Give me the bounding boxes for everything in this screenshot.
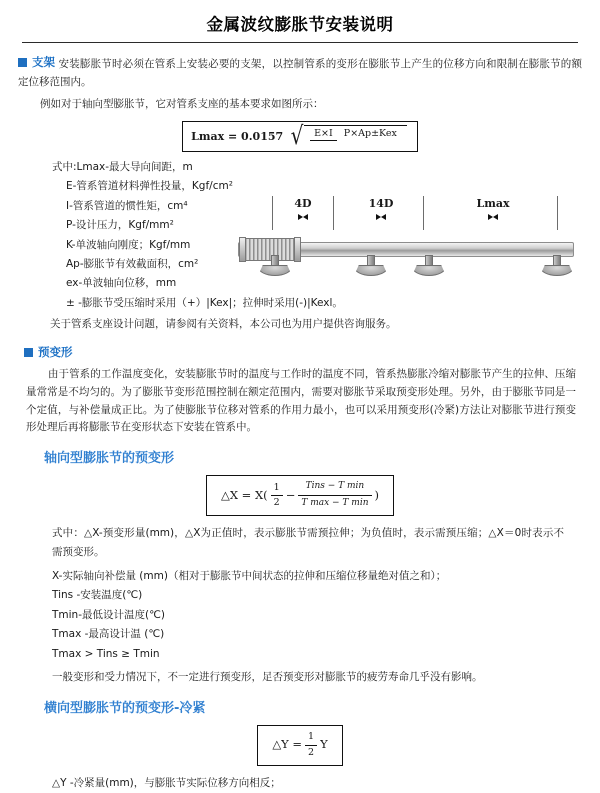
support-paragraph-2: 例如对于轴向型膨胀节，它对管系支座的基本要求如图所示： <box>40 97 324 110</box>
axial-equation-lhs: △X = X( <box>220 487 268 502</box>
subsection-heading-axial: 轴向型膨胀节的预变形 <box>44 451 175 467</box>
axial-equation-temperature-fraction <box>298 480 371 511</box>
figure-support-1-stem <box>271 255 279 266</box>
figure-support-2-stem <box>367 255 375 266</box>
section-heading-support <box>18 53 55 73</box>
figure-dimension-lmax <box>428 198 558 210</box>
section-heading-predeform-label: 预变形 <box>38 345 73 360</box>
figure-support-1-base <box>258 265 292 276</box>
figure-tick-left-4d <box>272 196 273 230</box>
figure-support-2 <box>354 255 388 277</box>
axial-note-2: 一般变形和受力情况下，不一定进行预变形，足否预变形对膨胀节的疲劳寿命几乎没有影响。 <box>52 671 483 684</box>
lateral-equation-half-fraction <box>305 730 317 760</box>
blue-square-bullet-icon <box>24 348 33 357</box>
figure-dimension-4d <box>272 198 334 210</box>
figure-dimension-lmax-label: Lmax <box>476 197 510 210</box>
lmax-formula <box>18 121 582 152</box>
lateral-equation-rhs: Y <box>320 737 328 752</box>
figure-support-3-stem <box>425 255 433 266</box>
lmax-formula-denominator: P×Ap±Kex <box>343 128 397 140</box>
axial-note-1: 式中：△X-预变形量(mm)，△X为正值时，表示膨胀节需预拉伸；为负值时，表示需预压缩；△X＝0时表示不需预变形。 <box>52 527 564 558</box>
figure-dimension-4d-label: 4D <box>294 197 312 210</box>
lateral-note-1: △Y -冷紧量(mm)，与膨胀节实际位移方向相反； <box>52 776 281 789</box>
lmax-formula-box <box>182 121 418 152</box>
lmax-formula-radical <box>289 121 407 151</box>
title-divider <box>22 42 578 43</box>
figure-dimension-14d <box>338 198 424 210</box>
page-title: 金属波纹膨胀节安装说明 <box>206 15 394 34</box>
figure-support-3 <box>412 255 446 277</box>
axial-symbol-list <box>52 567 582 664</box>
figure-tick-right-lmax <box>557 196 558 230</box>
support-section-first-paragraph <box>18 53 582 92</box>
list-item: K-单波轴向刚度；Kgf/mm <box>66 238 191 251</box>
section-heading-support-label: 支架 <box>32 54 55 69</box>
axial-equation-rhs: ) <box>374 487 380 502</box>
list-item: ± -膨胀节受压缩时采用（+）|Kex|；拉伸时采用(-)|Kexl。 <box>66 296 343 309</box>
blue-square-bullet-icon <box>18 58 27 67</box>
lateral-equation-lhs: △Y = <box>272 737 303 752</box>
square-root-icon: √ <box>290 121 304 151</box>
figure-support-3-base <box>412 265 446 276</box>
list-item: Ap-膨胀节有效截面积，cm² <box>66 257 199 270</box>
axial-equation-temp-denominator: T max − T min <box>301 498 369 509</box>
list-item: Tmax > Tins ≥ Tmin <box>52 647 160 660</box>
lateral-predeform-equation-box <box>257 725 342 765</box>
figure-tick-right-4d <box>333 196 334 230</box>
axial-expansion-joint-figure <box>234 198 578 308</box>
list-item: 式中:Lmax-最大导向间距，m <box>52 160 193 173</box>
document-page <box>0 12 600 789</box>
figure-dimension-row <box>234 198 578 222</box>
list-item: P-设计压力，Kgf/mm² <box>66 219 174 232</box>
list-item: E-管系管道材料弹性投量，Kgf/cm² <box>66 180 233 193</box>
figure-support-4-stem <box>553 255 561 266</box>
figure-support-2-base <box>354 265 388 276</box>
list-item: X-实际轴向补偿量 (mm)（相对于膨胀节中间状态的拉伸和压缩位移量绝对值之和）； <box>52 570 447 583</box>
list-item: I-管系管道的惯性矩，cm⁴ <box>66 199 188 212</box>
support-paragraph-1: 安装膨胀节时必须在管系上安装必要的支架，以控制管系的变形在膨胀节上产生的位移方向和限制在膨胀节的额定位移范围内。 <box>18 57 582 88</box>
lmax-formula-numerator: E×I <box>310 128 337 141</box>
lateral-equation-half-denominator: 2 <box>308 746 315 758</box>
axial-equation-half-denominator: 2 <box>273 497 280 509</box>
axial-predeform-equation-box <box>206 475 394 516</box>
lateral-predeform-equation <box>18 725 582 765</box>
axial-equation-half-fraction <box>271 481 283 511</box>
axial-equation-half-numerator: 1 <box>271 481 283 497</box>
list-item: ex-单波轴向位移，mm <box>66 277 177 290</box>
list-item: Tmin-最低设计温度(℃) <box>52 608 165 621</box>
subsection-heading-lateral: 横向型膨胀节的预变形-冷紧 <box>44 701 206 717</box>
predeform-paragraph-1: 由于管系的工作温度变化，安装膨胀节时的温度与工作时的温度不同，管系热膨胀冷缩对膨胀节产生的拉伸、压缩量常常是不均匀的。为了膨胀节变形范围控制在额定范围内，需要对膨胀节采取预变形处理。另外，由于膨胀节同是一个定值，与补偿量成正比。为了使膨胀节位移对管系的作用力最小，也可以采用预变形(冷紧)方法让对膨胀节进行预变形处理后再将膨胀节在变形状态下安装在管系中。 <box>26 367 576 434</box>
lmax-formula-fraction <box>304 125 407 148</box>
axial-equation-temp-numerator: Tins − T min <box>298 480 371 496</box>
lmax-formula-lhs: Lmax = 0.0157 <box>191 130 284 144</box>
figure-support-4-base <box>540 265 574 276</box>
figure-support-4 <box>540 255 574 277</box>
axial-predeform-equation <box>18 475 582 516</box>
figure-dimension-14d-label: 14D <box>368 197 394 210</box>
figure-support-1 <box>258 255 292 277</box>
section-heading-predeform <box>24 344 582 362</box>
support-closing-paragraph: 关于管系支座设计问题，请参阅有关资料，本公司也为用户提供咨询服务。 <box>50 318 397 331</box>
list-item: Tins -安装温度(℃) <box>52 589 143 602</box>
axial-equation-minus-sign: − <box>285 487 296 502</box>
lateral-equation-half-numerator: 1 <box>305 730 317 746</box>
list-item: Tmax -最高设计温 (℃) <box>52 628 165 641</box>
figure-tick-right-14d <box>423 196 424 230</box>
